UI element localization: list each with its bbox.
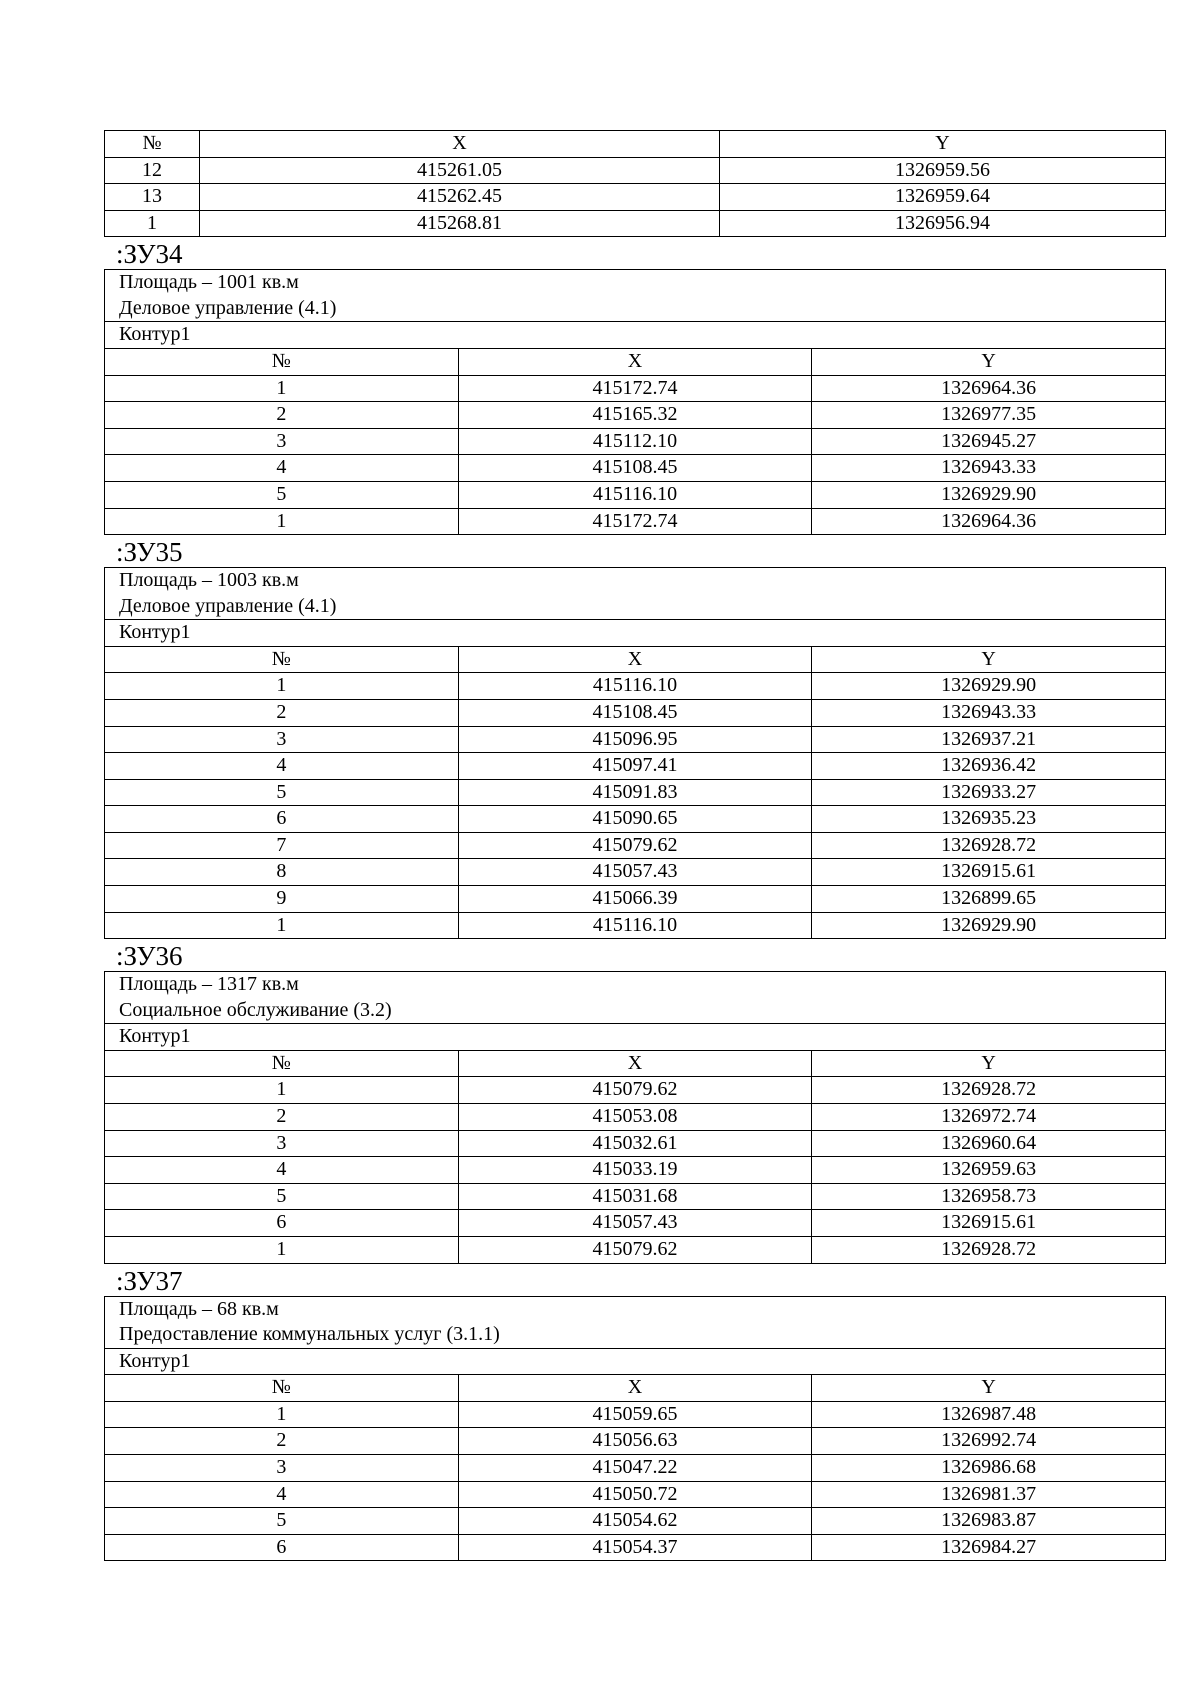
y-coordinate: 1326972.74 [812, 1104, 1166, 1131]
x-coordinate: 415032.61 [458, 1130, 812, 1157]
x-coordinate: 415108.45 [458, 699, 812, 726]
point-number: 3 [105, 726, 459, 753]
header-y: Y [720, 131, 1166, 158]
y-coordinate: 1326958.73 [812, 1183, 1166, 1210]
point-number: 1 [105, 1237, 459, 1264]
plot-info-row [105, 1296, 1166, 1348]
y-coordinate: 1326928.72 [812, 1077, 1166, 1104]
coordinates-table [104, 130, 1166, 237]
plot-permitted-use: Предоставление коммунальных услуг (3.1.1) [119, 1323, 500, 1346]
x-coordinate: 415097.41 [458, 753, 812, 780]
point-number: 2 [105, 402, 459, 429]
y-coordinate: 1326915.61 [812, 1210, 1166, 1237]
x-coordinate: 415031.68 [458, 1183, 812, 1210]
table-row [105, 210, 1166, 237]
point-number: 4 [105, 1481, 459, 1508]
contour-label: Контур1 [105, 1024, 1166, 1051]
point-number: 6 [105, 1534, 459, 1561]
point-number: 1 [105, 673, 459, 700]
y-coordinate: 1326899.65 [812, 886, 1166, 913]
point-number: 4 [105, 1157, 459, 1184]
table-row [105, 1157, 1166, 1184]
header-num: № [105, 646, 459, 673]
table-header-row [105, 1050, 1166, 1077]
x-coordinate: 415079.62 [458, 1077, 812, 1104]
table-row [105, 455, 1166, 482]
x-coordinate: 415096.95 [458, 726, 812, 753]
plot-info-row [105, 972, 1166, 1024]
table-row [105, 508, 1166, 535]
table-row [105, 886, 1166, 913]
y-coordinate: 1326986.68 [812, 1454, 1166, 1481]
x-coordinate: 415116.10 [458, 673, 812, 700]
point-number: 5 [105, 779, 459, 806]
y-coordinate: 1326928.72 [812, 1237, 1166, 1264]
point-number: 1 [105, 210, 200, 237]
contour-row [105, 322, 1166, 349]
table-row [105, 1237, 1166, 1264]
x-coordinate: 415090.65 [458, 806, 812, 833]
y-coordinate: 1326983.87 [812, 1508, 1166, 1535]
header-x: X [458, 646, 812, 673]
plot-info-row [105, 270, 1166, 322]
plot-permitted-use: Социальное обслуживание (3.2) [119, 998, 392, 1021]
table-row [105, 428, 1166, 455]
header-x: X [458, 1375, 812, 1402]
plot-area: Площадь – 1003 кв.м [119, 569, 299, 592]
point-number: 9 [105, 886, 459, 913]
x-coordinate: 415047.22 [458, 1454, 812, 1481]
coordinates-table [104, 567, 1166, 939]
point-number: 3 [105, 428, 459, 455]
coordinates-table [104, 971, 1166, 1263]
y-coordinate: 1326929.90 [812, 481, 1166, 508]
contour-row [105, 620, 1166, 647]
point-number: 1 [105, 1401, 459, 1428]
table-row [105, 1104, 1166, 1131]
table-row [105, 1481, 1166, 1508]
y-coordinate: 1326945.27 [812, 428, 1166, 455]
plot-permitted-use: Деловое управление (4.1) [119, 594, 337, 617]
x-coordinate: 415079.62 [458, 832, 812, 859]
table-row [105, 1534, 1166, 1561]
table-row [105, 1454, 1166, 1481]
table-row [105, 1183, 1166, 1210]
point-number: 1 [105, 508, 459, 535]
table-header-row [105, 131, 1166, 158]
header-num: № [105, 1050, 459, 1077]
header-x: X [458, 348, 812, 375]
point-number: 12 [105, 157, 200, 184]
x-coordinate: 415172.74 [458, 508, 812, 535]
x-coordinate: 415054.62 [458, 1508, 812, 1535]
table-row [105, 806, 1166, 833]
plot-area: Площадь – 1317 кв.м [119, 973, 299, 996]
header-y: Y [812, 1375, 1166, 1402]
point-number: 13 [105, 184, 200, 211]
table-row [105, 1508, 1166, 1535]
table-header-row [105, 348, 1166, 375]
x-coordinate: 415050.72 [458, 1481, 812, 1508]
y-coordinate: 1326929.90 [812, 673, 1166, 700]
header-x: X [200, 131, 720, 158]
y-coordinate: 1326987.48 [812, 1401, 1166, 1428]
x-coordinate: 415057.43 [458, 859, 812, 886]
y-coordinate: 1326959.63 [812, 1157, 1166, 1184]
point-number: 2 [105, 1428, 459, 1455]
point-number: 8 [105, 859, 459, 886]
x-coordinate: 415056.63 [458, 1428, 812, 1455]
table-row [105, 481, 1166, 508]
table-row [105, 859, 1166, 886]
contour-row [105, 1348, 1166, 1375]
table-row [105, 912, 1166, 939]
point-number: 3 [105, 1130, 459, 1157]
plot-label: :ЗУ35 [116, 537, 183, 568]
plot-area: Площадь – 1001 кв.м [119, 271, 299, 294]
point-number: 7 [105, 832, 459, 859]
header-num: № [105, 131, 200, 158]
x-coordinate: 415116.10 [458, 912, 812, 939]
y-coordinate: 1326964.36 [812, 508, 1166, 535]
plot-info-cell [105, 270, 1166, 322]
contour-label: Контур1 [105, 322, 1166, 349]
y-coordinate: 1326981.37 [812, 1481, 1166, 1508]
x-coordinate: 415066.39 [458, 886, 812, 913]
plot-info-row [105, 568, 1166, 620]
x-coordinate: 415165.32 [458, 402, 812, 429]
plot-label: :ЗУ34 [116, 239, 183, 270]
table-row [105, 673, 1166, 700]
point-number: 4 [105, 455, 459, 482]
table-row [105, 1401, 1166, 1428]
table-row [105, 375, 1166, 402]
contour-label: Контур1 [105, 620, 1166, 647]
header-y: Y [812, 646, 1166, 673]
point-number: 3 [105, 1454, 459, 1481]
point-number: 1 [105, 1077, 459, 1104]
y-coordinate: 1326935.23 [812, 806, 1166, 833]
y-coordinate: 1326992.74 [812, 1428, 1166, 1455]
x-coordinate: 415268.81 [200, 210, 720, 237]
plot-area: Площадь – 68 кв.м [119, 1297, 279, 1320]
contour-label: Контур1 [105, 1348, 1166, 1375]
x-coordinate: 415079.62 [458, 1237, 812, 1264]
table-row [105, 1210, 1166, 1237]
y-coordinate: 1326928.72 [812, 832, 1166, 859]
plot-label: :ЗУ37 [116, 1265, 183, 1296]
table-row [105, 1130, 1166, 1157]
plot-info-cell [105, 1296, 1166, 1348]
y-coordinate: 1326933.27 [812, 779, 1166, 806]
point-number: 5 [105, 1508, 459, 1535]
y-coordinate: 1326929.90 [812, 912, 1166, 939]
y-coordinate: 1326960.64 [812, 1130, 1166, 1157]
table-header-row [105, 646, 1166, 673]
y-coordinate: 1326984.27 [812, 1534, 1166, 1561]
x-coordinate: 415108.45 [458, 455, 812, 482]
table-header-row [105, 1375, 1166, 1402]
header-y: Y [812, 1050, 1166, 1077]
x-coordinate: 415053.08 [458, 1104, 812, 1131]
table-row [105, 157, 1166, 184]
contour-row [105, 1024, 1166, 1051]
plot-info-cell [105, 568, 1166, 620]
y-coordinate: 1326943.33 [812, 699, 1166, 726]
plot-label: :ЗУ36 [116, 941, 183, 972]
table-row [105, 832, 1166, 859]
x-coordinate: 415112.10 [458, 428, 812, 455]
point-number: 2 [105, 1104, 459, 1131]
y-coordinate: 1326959.64 [720, 184, 1166, 211]
table-row [105, 402, 1166, 429]
table-row [105, 753, 1166, 780]
table-row [105, 779, 1166, 806]
x-coordinate: 415172.74 [458, 375, 812, 402]
point-number: 2 [105, 699, 459, 726]
table-row [105, 1428, 1166, 1455]
x-coordinate: 415054.37 [458, 1534, 812, 1561]
x-coordinate: 415059.65 [458, 1401, 812, 1428]
header-y: Y [812, 348, 1166, 375]
y-coordinate: 1326977.35 [812, 402, 1166, 429]
point-number: 5 [105, 481, 459, 508]
point-number: 1 [105, 912, 459, 939]
table-row [105, 184, 1166, 211]
y-coordinate: 1326959.56 [720, 157, 1166, 184]
y-coordinate: 1326943.33 [812, 455, 1166, 482]
point-number: 5 [105, 1183, 459, 1210]
table-row [105, 726, 1166, 753]
coordinates-table [104, 269, 1166, 535]
plot-info-cell [105, 972, 1166, 1024]
plot-permitted-use: Деловое управление (4.1) [119, 296, 337, 319]
y-coordinate: 1326956.94 [720, 210, 1166, 237]
x-coordinate: 415033.19 [458, 1157, 812, 1184]
table-row [105, 1077, 1166, 1104]
table-row [105, 699, 1166, 726]
header-x: X [458, 1050, 812, 1077]
point-number: 1 [105, 375, 459, 402]
x-coordinate: 415057.43 [458, 1210, 812, 1237]
x-coordinate: 415262.45 [200, 184, 720, 211]
point-number: 6 [105, 806, 459, 833]
y-coordinate: 1326915.61 [812, 859, 1166, 886]
y-coordinate: 1326937.21 [812, 726, 1166, 753]
document-page [104, 130, 1166, 1561]
point-number: 6 [105, 1210, 459, 1237]
y-coordinate: 1326964.36 [812, 375, 1166, 402]
y-coordinate: 1326936.42 [812, 753, 1166, 780]
header-num: № [105, 1375, 459, 1402]
x-coordinate: 415091.83 [458, 779, 812, 806]
coordinates-table [104, 1296, 1166, 1562]
header-num: № [105, 348, 459, 375]
x-coordinate: 415116.10 [458, 481, 812, 508]
x-coordinate: 415261.05 [200, 157, 720, 184]
point-number: 4 [105, 753, 459, 780]
